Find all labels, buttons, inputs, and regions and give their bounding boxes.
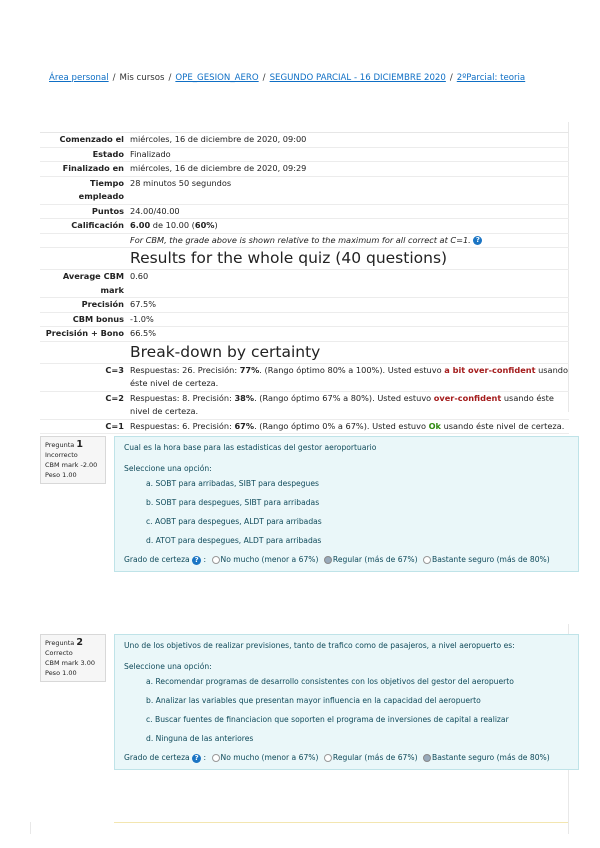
summary-row: [40, 177, 569, 205]
certainty-text: usando éste nivel de certeza.: [440, 420, 565, 431]
certainty-precision: 77%: [239, 364, 260, 375]
answer-option[interactable]: c. AOBT para despegues, ALDT para arribadas: [146, 517, 322, 526]
question-label: Pregunta: [45, 441, 75, 449]
summary-row: [40, 342, 569, 364]
certainty-option-label: Bastante seguro (más de 80%): [431, 555, 550, 564]
certainty-radio[interactable]: [324, 556, 332, 564]
question-status: Correcto: [45, 649, 73, 657]
summary-row: [40, 420, 569, 435]
select-prompt: Seleccione una opción:: [124, 464, 212, 473]
certainty-radio[interactable]: [324, 754, 332, 762]
certainty-text: Respuestas: 6. Precisión:: [130, 420, 235, 431]
summary-label-part: empleado: [78, 191, 124, 201]
summary-row: [40, 248, 569, 270]
help-icon[interactable]: ?: [473, 236, 482, 245]
summary-value: 24.00/40.00: [130, 205, 180, 216]
question-content-2: [114, 634, 579, 770]
breadcrumb-quiz[interactable]: 2ºParcial: teoria: [456, 73, 526, 83]
summary-label: [40, 248, 130, 269]
certainty-result: [130, 420, 569, 434]
question-number: 2: [76, 637, 83, 648]
summary-value: miércoles, 16 de diciembre de 2020, 09:29: [130, 163, 307, 173]
summary-value: miércoles, 16 de diciembre de 2020, 09:00: [130, 134, 307, 144]
answer-option[interactable]: d. ATOT para despegues, ALDT para arribadas: [146, 536, 322, 545]
summary-row: [40, 133, 569, 148]
quiz-summary-table: [40, 132, 569, 434]
summary-label: Finalizado en: [62, 163, 124, 173]
summary-row: [40, 205, 569, 220]
certainty-label: C=2: [105, 392, 124, 403]
certainty-option-label: No mucho (menor a 67%): [220, 555, 319, 564]
answer-option[interactable]: b. SOBT para despegues, SIBT para arribadas: [146, 498, 320, 507]
summary-label: [40, 270, 130, 297]
question-text: Uno de los objetivos de realizar previsiones, tanto de trafico como de pasajeros, a nivel aeropuerto es:: [124, 641, 515, 650]
question-info-1: [40, 436, 106, 484]
answer-option[interactable]: d. Ninguna de las anteriores: [146, 734, 254, 743]
certainty-text: usando éste nivel de certeza.: [130, 364, 568, 388]
certainty-option-label: Regular (más de 67%): [332, 555, 418, 564]
summary-label: Puntos: [91, 205, 124, 216]
certainty-result: [130, 392, 569, 419]
breakdown-heading: Break-down by certainty: [130, 342, 321, 361]
certainty-radio[interactable]: [212, 754, 220, 762]
grade-percent: 60%: [194, 220, 215, 230]
grade-value: 6.00: [130, 220, 151, 230]
breadcrumb-section[interactable]: SEGUNDO PARCIAL - 16 DICIEMBRE 2020: [269, 73, 446, 83]
breadcrumb-course[interactable]: OPE_GESION_AERO: [175, 73, 259, 83]
question-text: Cual es la hora base para las estadisticas del gestor aeroportuario: [124, 443, 377, 452]
select-prompt: Seleccione una opción:: [124, 662, 212, 671]
summary-value: 28 minutos 50 segundos: [130, 177, 232, 188]
certainty-text: . (Rango óptimo 0% a 67%). Usted estuvo: [254, 420, 429, 431]
question-label: Pregunta: [45, 639, 75, 647]
summary-row: [40, 219, 569, 234]
certainty-radio[interactable]: [212, 556, 220, 564]
answer-option[interactable]: a. SOBT para arribadas, SIBT para despegues: [146, 479, 319, 488]
certainty-row: Grado de certeza ? : No mucho (menor a 67%) Regular (más de 67%) Bastante seguro (más de 80%): [124, 753, 550, 762]
certainty-text: . (Rango óptimo 80% a 100%). Usted estuvo: [259, 364, 445, 375]
certainty-text: usando éste nivel de certeza.: [130, 392, 554, 416]
question-cbm-mark: CBM mark 3.00: [45, 659, 95, 667]
summary-label: Comenzado el: [59, 134, 124, 144]
summary-label: Precisión + Bono: [45, 328, 124, 338]
summary-label-part: Average CBM: [62, 271, 124, 281]
certainty-option-label: No mucho (menor a 67%): [220, 753, 319, 762]
summary-label: Estado: [92, 148, 124, 159]
help-icon[interactable]: ?: [192, 754, 201, 763]
grade-close: ): [214, 220, 218, 230]
certainty-verdict: over-confident: [433, 392, 502, 403]
summary-row: [40, 313, 569, 328]
summary-label-part: Tiempo: [90, 177, 124, 188]
question-weight: Peso 1.00: [45, 669, 77, 677]
summary-label: [40, 234, 130, 248]
summary-value: 66.5%: [130, 328, 157, 338]
certainty-label: C=3: [105, 364, 124, 375]
certainty-result: [130, 364, 569, 391]
help-icon[interactable]: ?: [192, 556, 201, 565]
summary-label: [40, 177, 130, 204]
question-content-1: [114, 436, 579, 572]
certainty-option-label: Bastante seguro (más de 80%): [431, 753, 550, 762]
certainty-precision: 38%: [234, 392, 255, 403]
summary-label: [40, 342, 130, 363]
next-question-edge: [114, 822, 568, 823]
certainty-text: Respuestas: 26. Precisión:: [130, 364, 240, 375]
answer-option[interactable]: c. Buscar fuentes de financiacion que soporten el programa de inversiones de capital a realizar: [146, 715, 509, 724]
question-cbm-mark: CBM mark -2.00: [45, 461, 98, 469]
summary-row: [40, 270, 569, 298]
certainty-text: Respuestas: 8. Precisión:: [130, 392, 235, 403]
summary-row: [40, 392, 569, 420]
answer-option[interactable]: a. Recomendar programas de desarrollo consistentes con los objetivos del gestor del aeropuerto: [146, 677, 514, 686]
question-status: Incorrecto: [45, 451, 78, 459]
breadcrumb-mis-cursos: Mis cursos: [119, 73, 165, 83]
certainty-option-label: Regular (más de 67%): [332, 753, 418, 762]
certainty-text: . (Rango óptimo 67% a 80%). Usted estuvo: [254, 392, 434, 403]
certainty-row: Grado de certeza ? : No mucho (menor a 67%) Regular (más de 67%) Bastante seguro (más de 80%): [124, 555, 550, 564]
page-edge-line: [30, 822, 31, 834]
summary-row: [40, 364, 569, 392]
question-weight: Peso 1.00: [45, 471, 77, 479]
certainty-verdict: a bit over-confident: [444, 364, 536, 375]
summary-value: [130, 234, 569, 248]
whole-quiz-heading: Results for the whole quiz (40 questions): [130, 249, 448, 267]
certainty-label: Grado de certeza: [124, 555, 190, 564]
summary-value: [130, 219, 569, 233]
summary-row: [40, 298, 569, 313]
certainty-verdict: Ok: [428, 420, 441, 431]
breadcrumb: Área personal / Mis cursos / OPE_GESION_AERO / SEGUNDO PARCIAL - 16 DICIEMBRE 2020 / 2ºParcial: teoria: [49, 73, 526, 83]
summary-value: Finalizado: [130, 148, 171, 159]
summary-row: [40, 234, 569, 249]
summary-label: Precisión: [81, 299, 124, 309]
breadcrumb-area-personal[interactable]: Área personal: [49, 73, 109, 83]
question-number: 1: [76, 439, 83, 450]
answer-option[interactable]: b. Analizar las variables que presentan mayor influencia en la capacidad del aeropuerto: [146, 696, 481, 705]
certainty-label: Grado de certeza: [124, 753, 190, 762]
certainty-label: C=1: [105, 420, 124, 431]
certainty-precision: 67%: [234, 420, 255, 431]
certainty-radio[interactable]: [423, 754, 431, 762]
summary-label: CBM bonus: [72, 313, 124, 324]
summary-row: [40, 327, 569, 342]
cbm-note: For CBM, the grade above is shown relative to the maximum for all correct at C=1.: [130, 234, 471, 245]
summary-value: 0.60: [130, 271, 149, 281]
certainty-radio[interactable]: [423, 556, 431, 564]
summary-row: [40, 162, 569, 177]
summary-label: Calificación: [71, 220, 124, 230]
question-info-2: [40, 634, 106, 682]
grade-max: de 10.00 (: [150, 220, 195, 230]
summary-label-part: mark: [100, 284, 124, 295]
summary-row: [40, 148, 569, 163]
summary-value: 67.5%: [130, 299, 157, 309]
summary-value: -1.0%: [130, 313, 154, 324]
